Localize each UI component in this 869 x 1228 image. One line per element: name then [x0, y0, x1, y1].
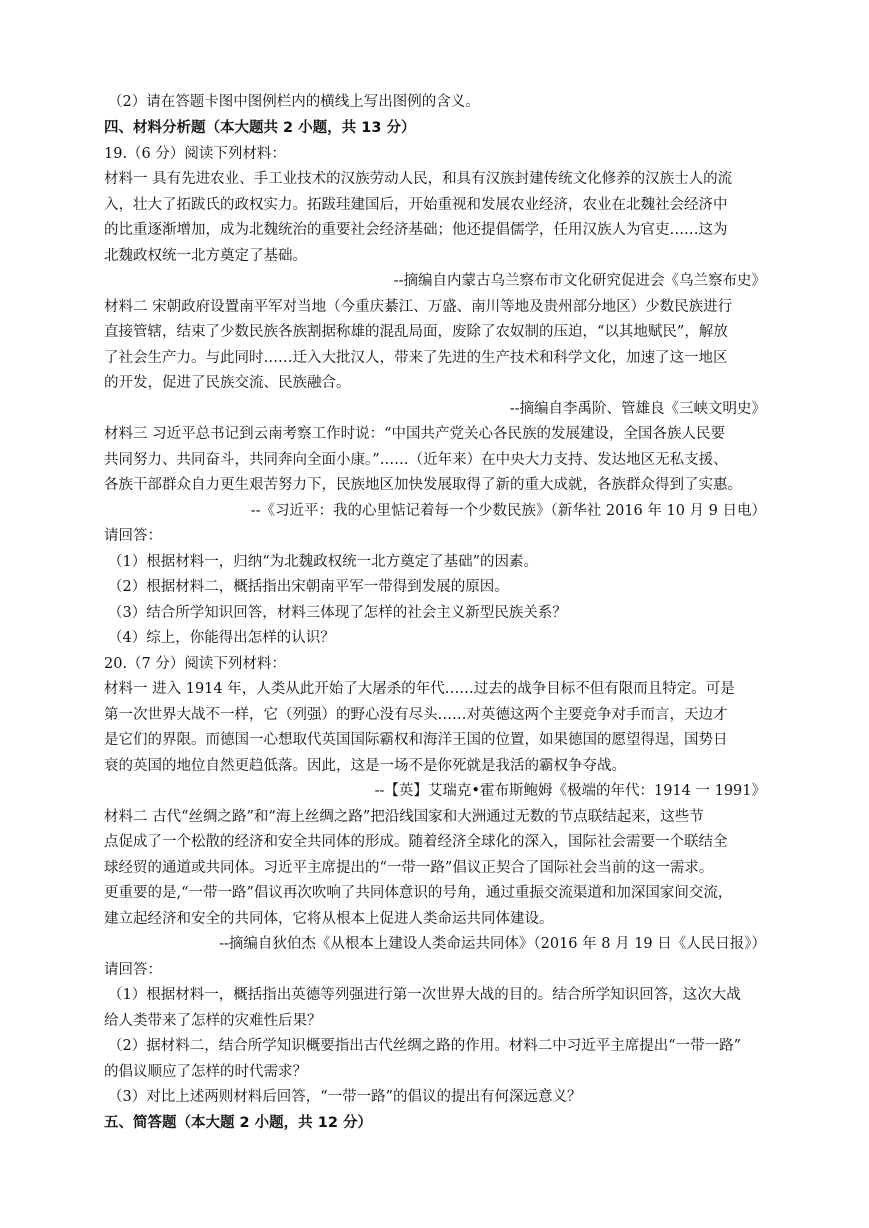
material-text: 更重要的是,“一带一路”倡议再次吹响了共同体意识的号角，通过重振交流渠道和加深国家间交流，: [104, 885, 733, 901]
question-line: （2）根据材料二，概括指出宋朝南平军一带得到发展的原因。: [108, 579, 509, 595]
question-line: （4）综上，你能得出怎样的认识？: [108, 630, 335, 646]
material-text: 点促成了一个松散的经济和安全共同体的形成。随着经济全球化的深入，国际社会需要一个联结全: [104, 834, 728, 850]
question-line: （1）根据材料一，概括指出英德等列强进行第一次世界大战的目的。结合所学知识回答，这次大战: [108, 987, 741, 1003]
question-line-continued: 的倡议顺应了怎样的时代需求？: [104, 1064, 307, 1080]
material-text: 球经贸的通道或共同体。习近平主席提出的“一带一路”倡议正契合了国际社会当前的这一需求。: [104, 860, 714, 876]
material-text: 了社会生产力。与此同时……迁入大批汉人，带来了先进的生产技术和科学文化，加速了这一地区: [104, 350, 728, 366]
question-line: （3）对比上述两则材料后回答，“一带一路”的倡议的提出有何深远意义？: [108, 1089, 582, 1105]
material-text: 入，壮大了拓跋氏的政权实力。拓跋珪建国后，开始重视和发展农业经济，农业在北魏社会经济中: [104, 197, 728, 213]
question-line: （3）结合所学知识回答，材料三体现了怎样的社会主义新型民族关系？: [108, 605, 567, 621]
material-text: 北魏政权统一北方奠定了基础。: [104, 248, 307, 264]
source-citation: --摘编自内蒙古乌兰察布市文化研究促进会《乌兰察布史》: [393, 273, 766, 289]
material-text: 共同努力、共同奋斗，共同奔向全面小康。”……（近年来）在中央大力支持、发达地区无私支援、: [104, 452, 728, 468]
question-line: （2）请在答题卡图中图例栏内的横线上写出图例的含义。: [108, 94, 480, 110]
source-citation: --《习近平：我的心里惦记着每一个少数民族》（新华社 2016 年 10 月 9 日电）: [250, 503, 766, 519]
material-text: 衰的英国的地位自然更趋低落。因此，这是一场不是你死就是我活的霸权争夺战。: [104, 758, 626, 774]
question-line: （1）根据材料一，归纳“为北魏政权统一北方奠定了基础”的因素。: [108, 554, 539, 570]
material-text: 直接管辖，结束了少数民族各族割据称雄的混乱局面，废除了农奴制的压迫，“以其地赋民”，解放: [104, 324, 728, 340]
source-citation: --摘编自李禹阶、管雄良《三峡文明史》: [509, 401, 766, 417]
material-text: 是它们的界限。而德国一心想取代英国国际霸权和海洋王国的位置，如果德国的愿望得逞，国势日: [104, 732, 728, 748]
material-text: 材料二 古代“丝绸之路”和“海上丝绸之路”把沿线国家和大洲通过无数的节点联结起来，这些节: [104, 809, 704, 825]
material-text: 的开发，促进了民族交流、民族融合。: [104, 375, 351, 391]
prompt-text: 请回答：: [104, 528, 162, 544]
material-text: 材料一 进入 1914 年，人类从此开始了大屠杀的年代……过去的战争目标不但有限而且特定。可是: [104, 681, 735, 697]
material-text: 第一次世界大战不一样，它（列强）的野心没有尽头……对英德这两个主要竞争对手而言，天边才: [104, 707, 728, 723]
material-text: 各族干部群众自力更生艰苦努力下，民族地区加快发展取得了新的重大成就，各族群众得到了实惠。: [104, 477, 742, 493]
question-line: （2）据材料二，结合所学知识概要指出古代丝绸之路的作用。材料二中习近平主席提出“一带一路”: [108, 1038, 742, 1054]
section-heading: 四、材料分析题（本大题共 2 小题，共 13 分）: [104, 120, 416, 136]
question-title: 20.（7 分）阅读下列材料：: [104, 656, 286, 672]
question-line-continued: 给人类带来了怎样的灾难性后果？: [104, 1013, 322, 1029]
material-text: 材料三 习近平总书记到云南考察工作时说：“中国共产党关心各民族的发展建设，全国各族人民要: [104, 426, 726, 442]
prompt-text: 请回答：: [104, 962, 162, 978]
source-citation: --摘编自狄伯杰《从根本上建设人类命运共同体》（2016 年 8 月 19 日《人民日报》）: [219, 936, 766, 952]
material-text: 材料二 宋朝政府设置南平军对当地（今重庆綦江、万盛、南川等地及贵州部分地区）少数民族进行: [104, 299, 733, 315]
material-text: 建立起经济和安全的共同体，它将从根本上促进人类命运共同体建设。: [104, 911, 554, 927]
source-citation: --【英】艾瑞克•霍布斯鲍姆《极端的年代：1914 一 1991》: [374, 783, 766, 799]
material-text: 的比重逐渐增加，成为北魏统治的重要社会经济基础；他还提倡儒学，任用汉族人为官吏……这为: [104, 222, 728, 238]
question-title: 19.（6 分）阅读下列材料：: [104, 146, 286, 162]
section-heading: 五、简答题（本大题 2 小题，共 12 分）: [104, 1115, 372, 1131]
material-text: 材料一 具有先进农业、手工业技术的汉族劳动人民，和具有汉族封建传统文化修养的汉族士人的流: [104, 171, 733, 187]
